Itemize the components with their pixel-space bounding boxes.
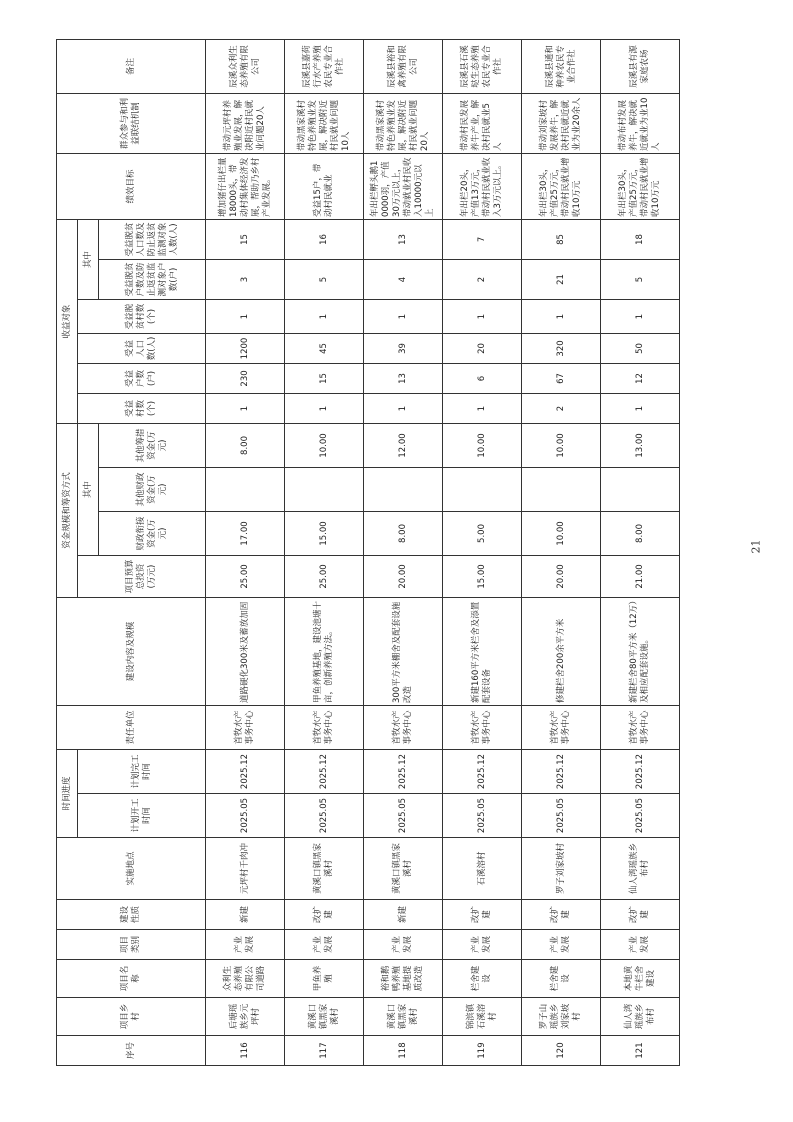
cell-mechanism: 带动黑家溪村特色养殖业发展，解决附近村民就业问题10人 (285, 93, 364, 153)
cell-b-people: 20 (443, 333, 522, 363)
header-category: 项目类别 (57, 930, 206, 960)
cell-seq: 118 (364, 1036, 443, 1066)
header-nature: 建设性质 (57, 900, 206, 930)
cell-nature: 改扩建 (522, 900, 601, 930)
cell-remarks: 辰溪众利生态养殖有限公司 (206, 39, 285, 93)
cell-b-people: 45 (285, 333, 364, 363)
cell-unit: 首牧水产事务中心 (522, 705, 601, 749)
cell-category: 产业发展 (364, 930, 443, 960)
header-seq: 序号 (57, 1036, 206, 1066)
cell-seq: 119 (443, 1036, 522, 1066)
cell-remarks: 辰溪县嘉荷行水产养殖农民专业合作社 (285, 39, 364, 93)
cell-goal: 年出栏20头，产值13万元，带动村民就业收入3万元以上。 (443, 153, 522, 219)
cell-village: 罗子山瑶族乡刘家坡村 (522, 998, 601, 1036)
cell-goal: 增加猪仔出栏量18000头，带动村集体经济发展，帮助乃乡村产业发展。 (206, 153, 285, 219)
rotated-table-wrapper (56, 40, 724, 1066)
header-fiscal: 财政衔接资金(万元) (99, 511, 206, 555)
header-other-raised: 其他筹措资金(万元) (99, 423, 206, 467)
cell-other-raised: 10.00 (285, 423, 364, 467)
cell-b-villages: 1 (601, 393, 680, 423)
header-other-fiscal: 其他财政资金(万元) (99, 467, 206, 511)
header-finish: 计划完工时间 (78, 749, 206, 793)
project-table (56, 39, 680, 1066)
cell-category: 产业发展 (206, 930, 285, 960)
header-unit: 责任单位 (57, 705, 206, 749)
cell-name: 栏舍建设 (443, 960, 522, 998)
cell-b-households: 12 (601, 363, 680, 393)
cell-fiscal: 10.00 (522, 511, 601, 555)
table-row (364, 39, 443, 1065)
cell-content: 300平方米棚舍及配套设施改造 (364, 597, 443, 705)
table-row (206, 39, 285, 1065)
cell-name: 本地黄牛栏舍建设 (601, 960, 680, 998)
header-name: 项目名称 (57, 960, 206, 998)
header-b-households: 受益户数(户) (78, 363, 206, 393)
header-beneficiary: 收益对象 (57, 219, 78, 423)
cell-seq: 117 (285, 1036, 364, 1066)
cell-name: 裕和鹅鸭养殖基地提质改造 (364, 960, 443, 998)
cell-name: 众利生态养殖有限公司道路 (206, 960, 285, 998)
cell-location: 黄溪口镇黑家溪村 (285, 838, 364, 900)
cell-fiscal: 8.00 (364, 511, 443, 555)
cell-mechanism: 带动黑家溪村特色养殖业发展，解决附近村民就业问题20人 (364, 93, 443, 153)
cell-b-poor-people: 16 (285, 219, 364, 259)
cell-seq: 120 (522, 1036, 601, 1066)
cell-seq: 121 (601, 1036, 680, 1066)
cell-b-poor-villages: 1 (443, 299, 522, 333)
cell-village: 后塘瑶族乡元坪村 (206, 998, 285, 1036)
cell-village: 黄溪口镇黑家溪村 (364, 998, 443, 1036)
cell-unit: 首牧水产事务中心 (443, 705, 522, 749)
cell-b-poor-people: 85 (522, 219, 601, 259)
cell-unit: 首牧水产事务中心 (206, 705, 285, 749)
header-content: 建设内容及规模 (57, 597, 206, 705)
cell-fiscal: 17.00 (206, 511, 285, 555)
cell-b-poor-households: 5 (285, 259, 364, 299)
cell-finish: 2025.12 (522, 749, 601, 793)
cell-mechanism: 带动布村发展养牛，解决就近就业为业10人 (601, 93, 680, 153)
header-funding: 资金规模和筹资方式 (57, 423, 78, 597)
header-of-which: 其中 (78, 423, 99, 555)
cell-other-fiscal (443, 467, 522, 511)
header-b-poor-villages: 受益脱贫村数(个) (78, 299, 206, 333)
cell-other-fiscal (364, 467, 443, 511)
cell-other-fiscal (206, 467, 285, 511)
cell-b-poor-people: 18 (601, 219, 680, 259)
cell-village: 黄溪口镇黑家溪村 (285, 998, 364, 1036)
cell-b-poor-households: 3 (206, 259, 285, 299)
header-total: 项目预算总投资(万元) (78, 555, 206, 597)
cell-unit: 首牧水产事务中心 (285, 705, 364, 749)
header-schedule: 时间进度 (57, 749, 78, 837)
cell-b-people: 320 (522, 333, 601, 363)
cell-other-raised: 13.00 (601, 423, 680, 467)
cell-b-villages: 1 (285, 393, 364, 423)
cell-fiscal: 8.00 (601, 511, 680, 555)
cell-other-fiscal (601, 467, 680, 511)
cell-finish: 2025.12 (601, 749, 680, 793)
cell-start: 2025.05 (601, 794, 680, 838)
cell-nature: 改扩建 (285, 900, 364, 930)
cell-start: 2025.05 (443, 794, 522, 838)
cell-b-households: 15 (285, 363, 364, 393)
cell-nature: 改扩建 (443, 900, 522, 930)
cell-b-households: 13 (364, 363, 443, 393)
cell-village: 仙人湾瑶族乡布村 (601, 998, 680, 1036)
cell-nature: 新建 (206, 900, 285, 930)
cell-content: 甲鱼养殖基地，建设池塘十亩，创新养殖方法。 (285, 597, 364, 705)
cell-location: 元坪村千肉冲 (206, 838, 285, 900)
cell-total: 20.00 (522, 555, 601, 597)
cell-b-poor-villages: 1 (206, 299, 285, 333)
header-b-people: 受益人口数(人) (78, 333, 206, 363)
table-row (285, 39, 364, 1065)
cell-fiscal: 15.00 (285, 511, 364, 555)
cell-start: 2025.05 (522, 794, 601, 838)
cell-nature: 新建 (364, 900, 443, 930)
cell-total: 21.00 (601, 555, 680, 597)
header-goal: 绩效目标 (57, 153, 206, 219)
header-remarks: 备注 (57, 39, 206, 93)
header-b-villages: 受益村数(个) (78, 393, 206, 423)
cell-remarks: 辰溪县通和种养农民专业合作社 (522, 39, 601, 93)
cell-content: 修建栏舍200余平方米 (522, 597, 601, 705)
cell-b-poor-households: 21 (522, 259, 601, 299)
cell-remarks: 辰溪县石溪垯生态养殖农民专业合作社 (443, 39, 522, 93)
cell-b-people: 1200 (206, 333, 285, 363)
cell-category: 产业发展 (601, 930, 680, 960)
header-b-poor-people: 受益脱贫人口数及防止返贫监测对象人数(人) (99, 219, 206, 259)
cell-unit: 首牧水产事务中心 (601, 705, 680, 749)
cell-finish: 2025.12 (443, 749, 522, 793)
cell-goal: 受益15户，带动村民就业 (285, 153, 364, 219)
cell-b-households: 6 (443, 363, 522, 393)
cell-finish: 2025.12 (285, 749, 364, 793)
cell-content: 新建160平方米栏舍及添置配套设备 (443, 597, 522, 705)
cell-b-poor-villages: 1 (364, 299, 443, 333)
cell-unit: 首牧水产事务中心 (364, 705, 443, 749)
cell-b-poor-people: 7 (443, 219, 522, 259)
cell-name: 栏舍建设 (522, 960, 601, 998)
cell-total: 20.00 (364, 555, 443, 597)
cell-goal: 年出栏30头，产值25万元，带动村民就业增收10万元 (601, 153, 680, 219)
cell-village: 锦滨镇石溪溶村 (443, 998, 522, 1036)
cell-other-fiscal (522, 467, 601, 511)
cell-other-fiscal (285, 467, 364, 511)
cell-nature: 改扩建 (601, 900, 680, 930)
cell-finish: 2025.12 (364, 749, 443, 793)
cell-mechanism: 带动村民发展养牛产业，解决村民就业5人 (443, 93, 522, 153)
page-number: 21 (749, 539, 763, 554)
cell-mechanism: 带动刘家坡村发展养牛，解决村民就近就业为业20余人 (522, 93, 601, 153)
cell-b-poor-households: 4 (364, 259, 443, 299)
header-location: 实施地点 (57, 838, 206, 900)
cell-category: 产业发展 (522, 930, 601, 960)
cell-total: 25.00 (206, 555, 285, 597)
cell-goal: 年出栏30头，产值25万元，带动村民就业增收10万元 (522, 153, 601, 219)
cell-total: 15.00 (443, 555, 522, 597)
cell-b-poor-households: 2 (443, 259, 522, 299)
cell-goal: 年出栏孵头鹅10000羽，产值30万元以上，带动就业村民收入10000元以上 (364, 153, 443, 219)
table-row (601, 39, 680, 1065)
cell-b-poor-villages: 1 (522, 299, 601, 333)
cell-finish: 2025.12 (206, 749, 285, 793)
header-b-poor-households: 受益脱贫户数及防止返贫监测对象户数(户) (99, 259, 206, 299)
cell-location: 黄溪口镇黑家溪村 (364, 838, 443, 900)
cell-total: 25.00 (285, 555, 364, 597)
header-village: 项目乡村 (57, 998, 206, 1036)
cell-start: 2025.05 (285, 794, 364, 838)
cell-b-villages: 1 (364, 393, 443, 423)
cell-b-households: 230 (206, 363, 285, 393)
header-of-which-2: 其中 (78, 219, 99, 299)
cell-b-poor-villages: 1 (285, 299, 364, 333)
cell-other-raised: 12.00 (364, 423, 443, 467)
cell-b-villages: 2 (522, 393, 601, 423)
cell-b-poor-people: 15 (206, 219, 285, 259)
cell-b-poor-people: 13 (364, 219, 443, 259)
header-mechanism: 群众参与和利益联结机制 (57, 93, 206, 153)
cell-b-villages: 1 (206, 393, 285, 423)
cell-mechanism: 带动元坪村养殖业发展，解决附近村民就业问题20人 (206, 93, 285, 153)
cell-b-villages: 1 (443, 393, 522, 423)
cell-remarks: 辰溪县有源家庭农场 (601, 39, 680, 93)
cell-content: 道路硬化300米及蓄放加固 (206, 597, 285, 705)
cell-start: 2025.05 (206, 794, 285, 838)
cell-other-raised: 8.00 (206, 423, 285, 467)
cell-category: 产业发展 (443, 930, 522, 960)
cell-seq: 116 (206, 1036, 285, 1066)
cell-content: 新建栏舍80平方米（12万）及相应配套设施。 (601, 597, 680, 705)
cell-start: 2025.05 (364, 794, 443, 838)
cell-location: 罗子刘家坡村 (522, 838, 601, 900)
cell-b-poor-villages: 1 (601, 299, 680, 333)
cell-remarks: 辰溪县裕和禽养殖有限公司 (364, 39, 443, 93)
cell-b-people: 50 (601, 333, 680, 363)
table-row (443, 39, 522, 1065)
cell-b-households: 67 (522, 363, 601, 393)
cell-fiscal: 5.00 (443, 511, 522, 555)
cell-other-raised: 10.00 (443, 423, 522, 467)
cell-other-raised: 10.00 (522, 423, 601, 467)
cell-b-poor-households: 5 (601, 259, 680, 299)
header-start: 计划开工时间 (78, 794, 206, 838)
cell-location: 石溪溶村 (443, 838, 522, 900)
cell-name: 甲鱼养殖 (285, 960, 364, 998)
cell-b-people: 39 (364, 333, 443, 363)
table-row (522, 39, 601, 1065)
cell-category: 产业发展 (285, 930, 364, 960)
cell-location: 仙人湾瑶族乡布村 (601, 838, 680, 900)
